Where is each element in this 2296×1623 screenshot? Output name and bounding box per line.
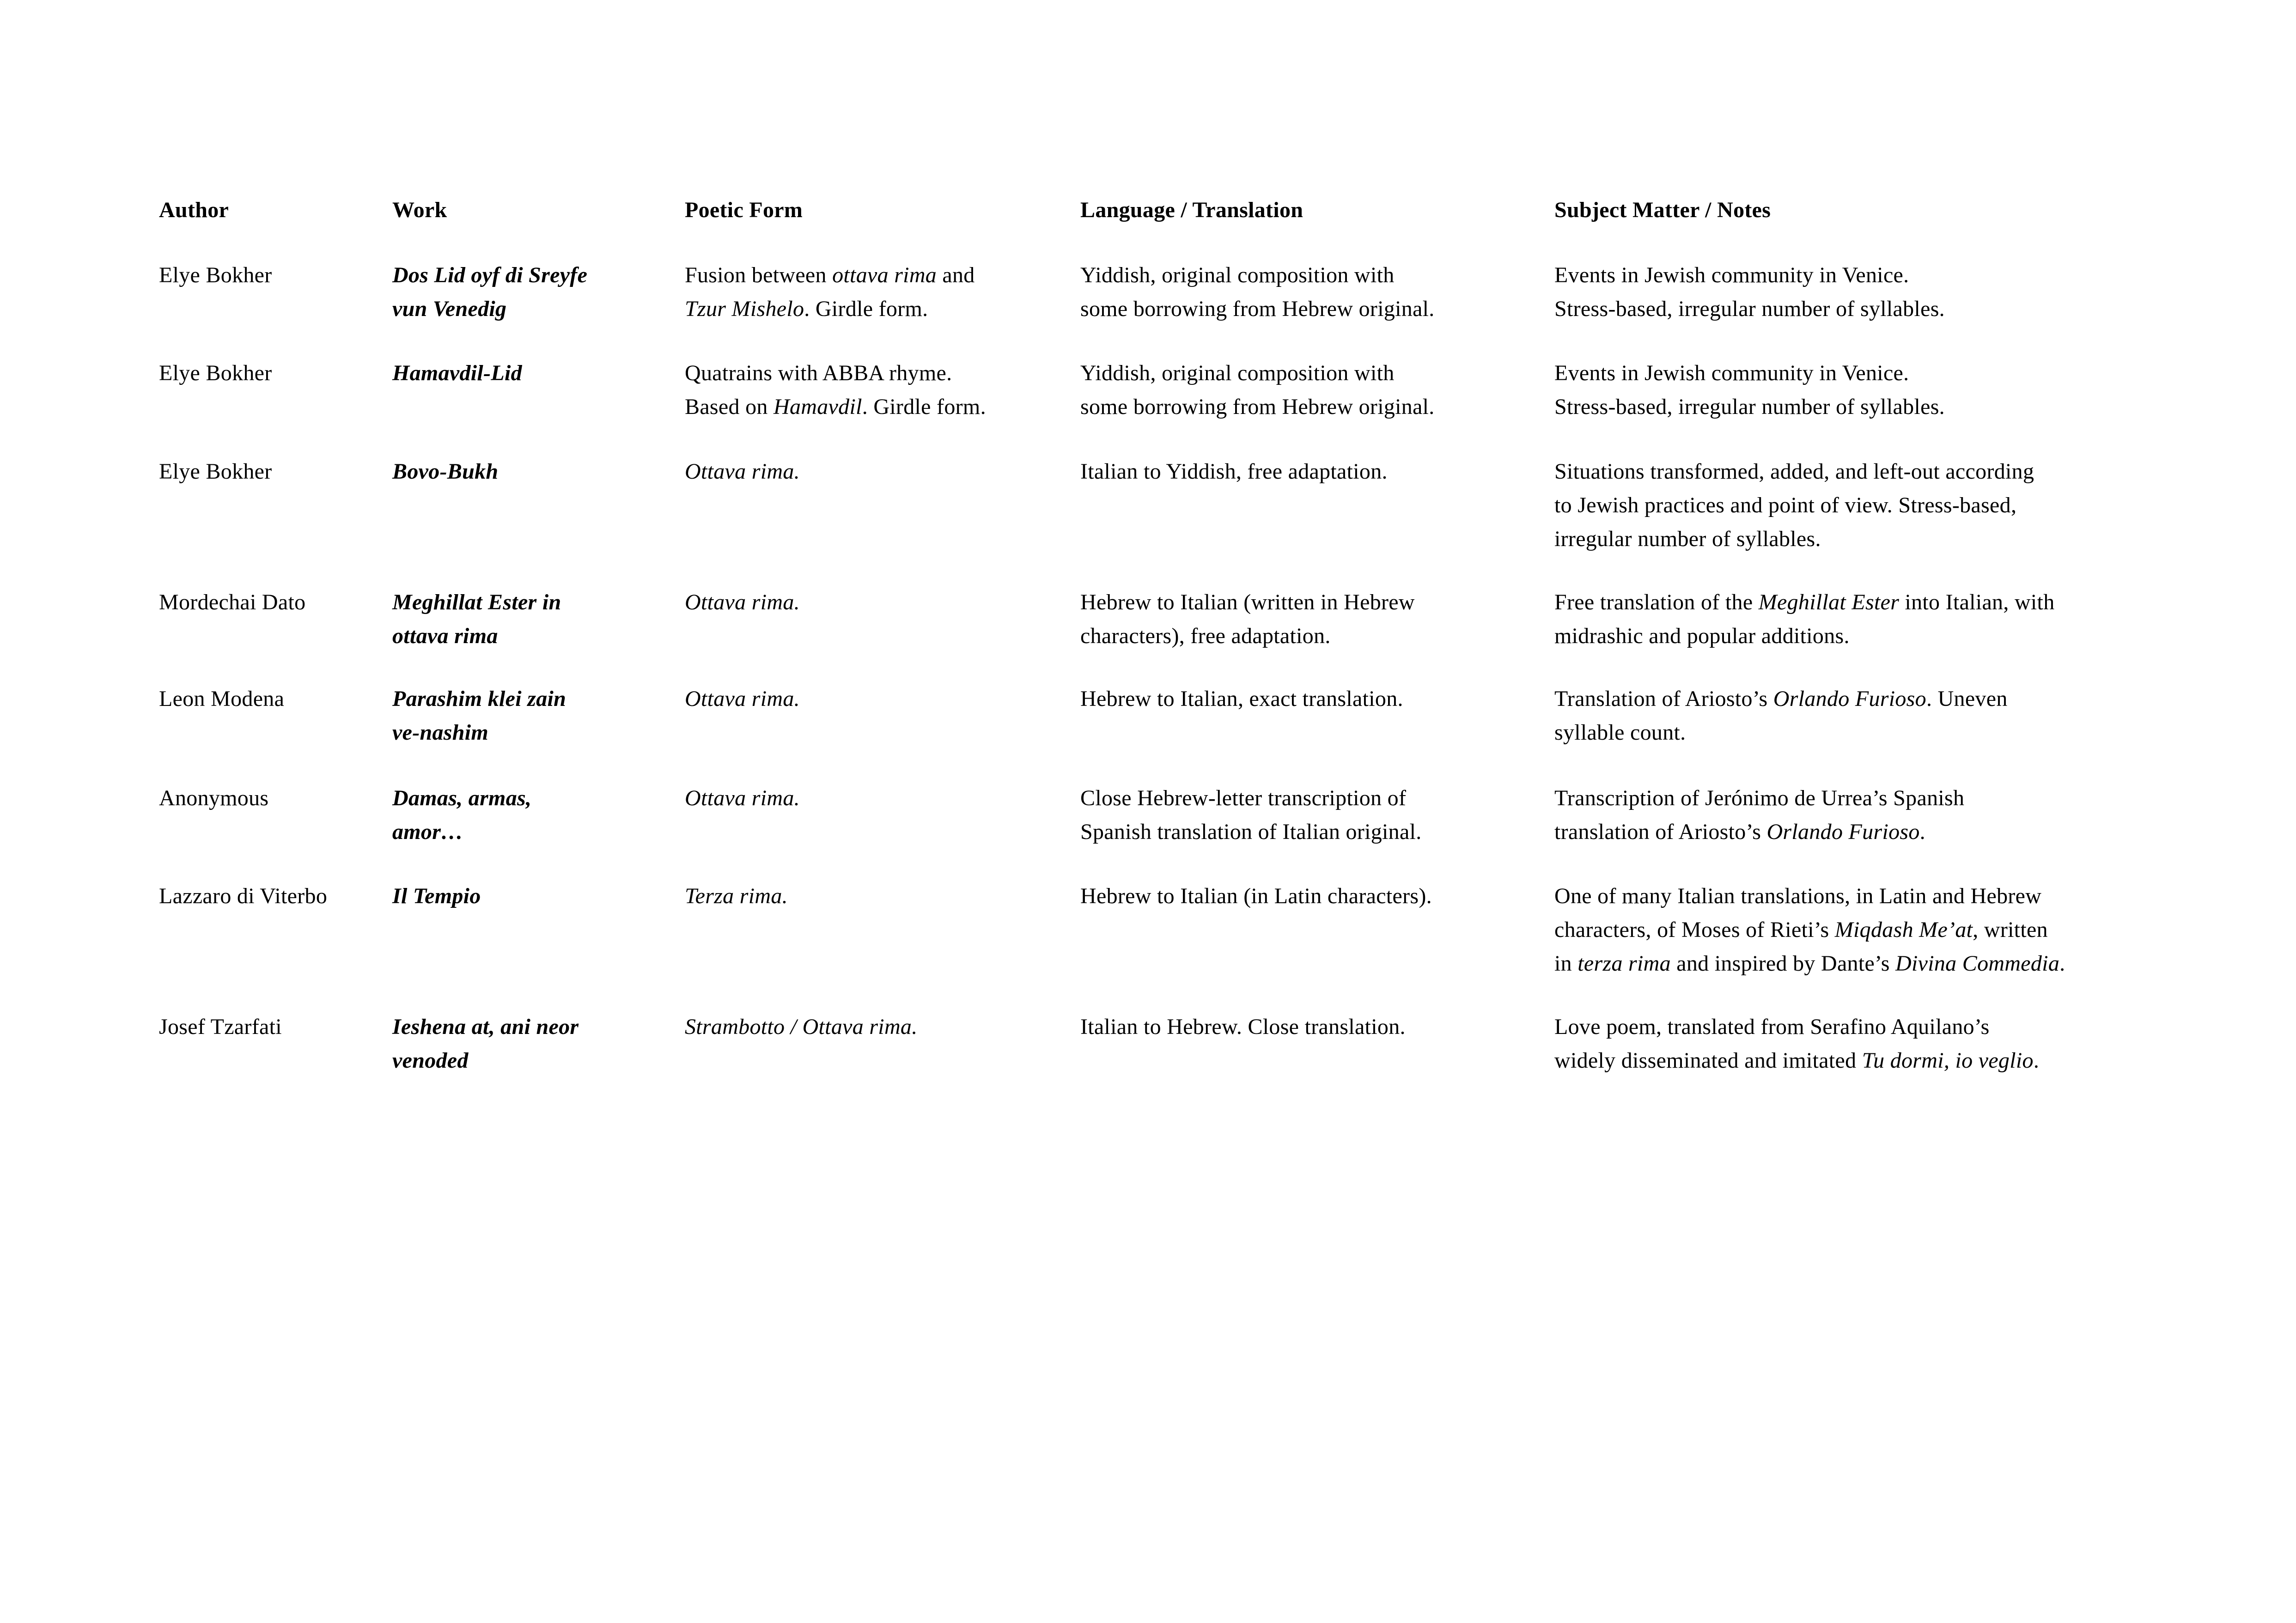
author-cell: Elye Bokher <box>159 263 272 287</box>
poetic-form-cell: Ottava rima. <box>685 590 800 614</box>
work-cell: Bovo-Bukh <box>392 459 499 484</box>
poetic-form-cell: Fusion between ottava rima and Tzur Mishelo. Girdle form. <box>685 263 975 321</box>
language-cell: Hebrew to Italian, exact translation. <box>1080 687 1403 711</box>
language-cell: Hebrew to Italian (written in Hebrew characters), free adaptation. <box>1080 590 1415 648</box>
poetic-form-cell: Strambotto / Ottava rima. <box>685 1015 918 1039</box>
poetic-form-cell: Quatrains with ABBA rhyme. Based on Hamavdil. Girdle form. <box>685 361 986 419</box>
author-cell: Leon Modena <box>159 687 285 711</box>
work-cell: Damas, armas, amor… <box>392 786 532 844</box>
column-header-author: Author <box>159 198 229 222</box>
work-cell: Il Tempio <box>392 884 481 908</box>
poetic-form-cell: Ottava rima. <box>685 687 800 711</box>
subject-cell: Translation of Ariosto’s Orlando Furioso. Uneven syllable count. <box>1554 687 2008 745</box>
work-cell: Meghillat Ester in ottava rima <box>392 590 561 648</box>
work-cell: Dos Lid oyf di Sreyfe vun Venedig <box>392 263 588 321</box>
column-header-subject: Subject Matter / Notes <box>1554 198 1771 222</box>
subject-cell: Situations transformed, added, and left-out according to Jewish practices and point of view. Stress-based, irregular number of syllables. <box>1554 459 2034 551</box>
subject-cell: Events in Jewish community in Venice. Stress-based, irregular number of syllables. <box>1554 263 1945 321</box>
author-cell: Anonymous <box>159 786 269 810</box>
subject-cell: Events in Jewish community in Venice. Stress-based, irregular number of syllables. <box>1554 361 1945 419</box>
author-cell: Mordechai Dato <box>159 590 306 614</box>
work-cell: Ieshena at, ani neor venoded <box>392 1015 579 1073</box>
author-cell: Lazzaro di Viterbo <box>159 884 328 908</box>
author-cell: Josef Tzarfati <box>159 1015 282 1039</box>
author-cell: Elye Bokher <box>159 361 272 385</box>
author-cell: Elye Bokher <box>159 459 272 484</box>
work-cell: Parashim klei zain ve-nashim <box>392 687 566 745</box>
subject-cell: Love poem, translated from Serafino Aquilano’s widely disseminated and imitated Tu dormi, io veglio. <box>1554 1015 2040 1073</box>
poetic-form-cell: Terza rima. <box>685 884 788 908</box>
subject-cell: Free translation of the Meghillat Ester into Italian, with midrashic and popular additions. <box>1554 590 2055 648</box>
language-cell: Hebrew to Italian (in Latin characters). <box>1080 884 1432 908</box>
column-header-poetic-form: Poetic Form <box>685 198 803 222</box>
poetic-form-cell: Ottava rima. <box>685 459 800 484</box>
column-header-language: Language / Translation <box>1080 198 1303 222</box>
language-cell: Italian to Hebrew. Close translation. <box>1080 1015 1406 1039</box>
subject-cell: One of many Italian translations, in Latin and Hebrew characters, of Moses of Rieti’s Miqdash Me’at, written in terza rima and inspired by Dante’s Divina Commedia. <box>1554 884 2065 976</box>
work-cell: Hamavdil-Lid <box>392 361 522 385</box>
subject-cell: Transcription of Jerónimo de Urrea’s Spanish translation of Ariosto’s Orlando Furioso. <box>1554 786 1965 844</box>
language-cell: Italian to Yiddish, free adaptation. <box>1080 459 1388 484</box>
language-cell: Yiddish, original composition with some borrowing from Hebrew original. <box>1080 361 1435 419</box>
language-cell: Close Hebrew-letter transcription of Spanish translation of Italian original. <box>1080 786 1422 844</box>
column-header-work: Work <box>392 198 447 222</box>
poetic-form-cell: Ottava rima. <box>685 786 800 810</box>
language-cell: Yiddish, original composition with some borrowing from Hebrew original. <box>1080 263 1435 321</box>
